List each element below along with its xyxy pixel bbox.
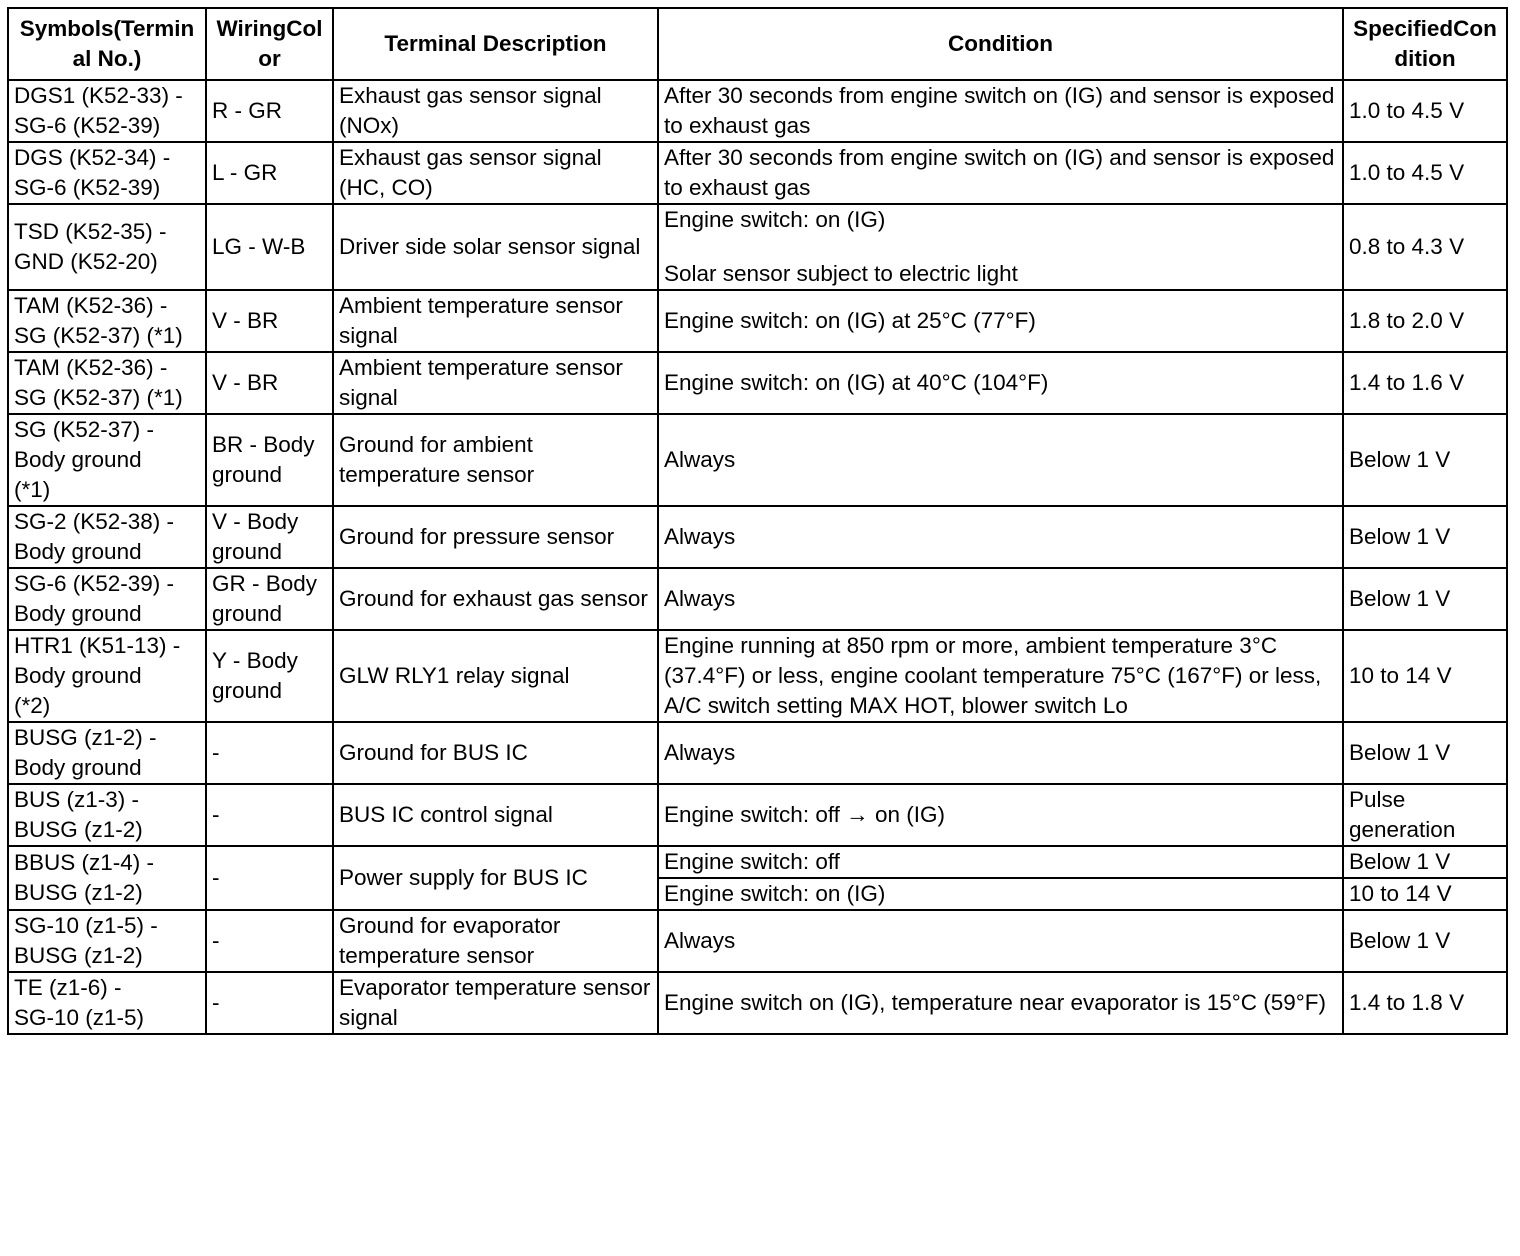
header-terminal-description xyxy=(333,8,658,80)
table-row xyxy=(8,290,1507,352)
specified-condition-cell: Below 1 V xyxy=(1343,506,1507,568)
condition-text: Engine switch: on (IG) xyxy=(664,207,886,232)
condition-cell: Engine switch: on (IG) xyxy=(658,878,1343,910)
table-row xyxy=(8,506,1507,568)
symbol-text: SG-2 (K52-38) - xyxy=(14,509,175,534)
wiring-color-cell: - xyxy=(206,972,333,1034)
symbol-text: TSD (K52-35) - xyxy=(14,219,167,244)
table-row xyxy=(8,352,1507,414)
specified-condition-cell: Below 1 V xyxy=(1343,910,1507,972)
table-row xyxy=(8,80,1507,142)
symbols-cell xyxy=(8,846,206,910)
table-row xyxy=(8,784,1507,846)
header-text: Condition xyxy=(948,31,1053,56)
table-row xyxy=(8,568,1507,630)
specified-condition-cell: Below 1 V xyxy=(1343,568,1507,630)
specified-condition-cell: 1.4 to 1.6 V xyxy=(1343,352,1507,414)
wiring-color-cell: BR - Body ground xyxy=(206,414,333,506)
specified-condition-cell: 1.4 to 1.8 V xyxy=(1343,972,1507,1034)
symbols-cell xyxy=(8,414,206,506)
terminal-description-cell: Ground for ambient temperature sensor xyxy=(333,414,658,506)
symbols-cell xyxy=(8,80,206,142)
table-body xyxy=(8,80,1507,1034)
symbol-text: DGS (K52-34) - xyxy=(14,145,171,170)
specified-condition-cell: 1.0 to 4.5 V xyxy=(1343,80,1507,142)
terminal-table xyxy=(7,7,1508,1035)
symbol-text: (*2) xyxy=(14,693,51,718)
symbols-cell xyxy=(8,506,206,568)
header-symbols xyxy=(8,8,206,80)
table-row xyxy=(8,972,1507,1034)
symbol-text: SG (K52-37) (*1) xyxy=(14,323,183,348)
table-row xyxy=(8,910,1507,972)
header-text: Condition xyxy=(1394,16,1497,71)
symbol-text: TE (z1-6) - xyxy=(14,975,122,1000)
wiring-color-cell: R - GR xyxy=(206,80,333,142)
specified-condition-cell: Pulse generation xyxy=(1343,784,1507,846)
terminal-description-cell: Ground for BUS IC xyxy=(333,722,658,784)
wiring-color-cell: GR - Body ground xyxy=(206,568,333,630)
symbols-cell xyxy=(8,142,206,204)
symbols-cell xyxy=(8,630,206,722)
condition-cell: After 30 seconds from engine switch on (IG) and sensor is exposed to exhaust gas xyxy=(658,142,1343,204)
table-row xyxy=(8,204,1507,290)
symbol-text: BUSG (z1-2) xyxy=(14,880,143,905)
table-row xyxy=(8,630,1507,722)
symbols-cell xyxy=(8,972,206,1034)
terminal-description-cell: BUS IC control signal xyxy=(333,784,658,846)
symbol-text: BUSG (z1-2) xyxy=(14,817,143,842)
header-text: Terminal Description xyxy=(384,31,607,56)
header-wiring-color xyxy=(206,8,333,80)
specified-condition-cell: Below 1 V xyxy=(1343,414,1507,506)
symbol-text: GND (K52-20) xyxy=(14,249,158,274)
symbol-text: SG-6 (K52-39) xyxy=(14,175,161,200)
symbols-cell xyxy=(8,290,206,352)
condition-text: Solar sensor subject to electric light xyxy=(664,261,1018,286)
table-row xyxy=(8,722,1507,784)
symbol-text: Body ground xyxy=(14,539,142,564)
symbol-text: BUSG (z1-2) - xyxy=(14,725,157,750)
header-text: (Terminal No.) xyxy=(72,16,195,71)
symbols-cell xyxy=(8,204,206,290)
symbol-text: SG-10 (z1-5) - xyxy=(14,913,158,938)
wiring-color-cell: Y - Body ground xyxy=(206,630,333,722)
symbol-text: Body ground xyxy=(14,663,142,688)
table-row xyxy=(8,142,1507,204)
terminal-description-cell: Ground for exhaust gas sensor xyxy=(333,568,658,630)
terminal-description-cell: Exhaust gas sensor signal (HC, CO) xyxy=(333,142,658,204)
condition-cell: Engine switch: on (IG) at 40°C (104°F) xyxy=(658,352,1343,414)
wiring-color-cell: - xyxy=(206,846,333,910)
specified-condition-cell: 10 to 14 V xyxy=(1343,630,1507,722)
condition-cell: Engine switch on (IG), temperature near evaporator is 15°C (59°F) xyxy=(658,972,1343,1034)
symbol-text: HTR1 (K51-13) - xyxy=(14,633,181,658)
condition-cell: Always xyxy=(658,722,1343,784)
condition-cell: Always xyxy=(658,568,1343,630)
terminal-description-cell: Evaporator temperature sensor signal xyxy=(333,972,658,1034)
specified-condition-cell: 1.0 to 4.5 V xyxy=(1343,142,1507,204)
terminal-description-cell: Ambient temperature sensor signal xyxy=(333,290,658,352)
symbol-text: DGS1 (K52-33) - xyxy=(14,83,183,108)
symbols-cell xyxy=(8,568,206,630)
terminal-description-cell: Ambient temperature sensor signal xyxy=(333,352,658,414)
terminal-description-cell: Ground for evaporator temperature sensor xyxy=(333,910,658,972)
specified-condition-cell: 1.8 to 2.0 V xyxy=(1343,290,1507,352)
terminal-description-cell: GLW RLY1 relay signal xyxy=(333,630,658,722)
symbol-text: SG (K52-37) (*1) xyxy=(14,385,183,410)
symbol-text: SG-6 (K52-39) xyxy=(14,113,161,138)
symbol-text: Body ground xyxy=(14,601,142,626)
symbol-text: SG (K52-37) - xyxy=(14,417,155,442)
wiring-color-cell: LG - W-B xyxy=(206,204,333,290)
specified-condition-cell: Below 1 V xyxy=(1343,846,1507,878)
terminal-description-cell: Ground for pressure sensor xyxy=(333,506,658,568)
symbol-text: BUS (z1-3) - xyxy=(14,787,140,812)
condition-cell: Always xyxy=(658,910,1343,972)
specified-condition-cell: Below 1 V xyxy=(1343,722,1507,784)
header-text: Symbols xyxy=(19,16,114,41)
specified-condition-cell: 0.8 to 4.3 V xyxy=(1343,204,1507,290)
condition-cell: After 30 seconds from engine switch on (IG) and sensor is exposed to exhaust gas xyxy=(658,80,1343,142)
header-text: Specified xyxy=(1353,16,1454,41)
symbol-text: (*1) xyxy=(14,477,51,502)
symbols-cell xyxy=(8,352,206,414)
condition-cell: Engine switch: off → on (IG) xyxy=(658,784,1343,846)
symbols-cell xyxy=(8,910,206,972)
wiring-color-cell: L - GR xyxy=(206,142,333,204)
symbols-cell xyxy=(8,722,206,784)
table-row xyxy=(8,414,1507,506)
condition-cell: Engine running at 850 rpm or more, ambient temperature 3°C (37.4°F) or less, engine coolant temperature 75°C (167°F) or less, A/C switch setting MAX HOT, blower switch Lo xyxy=(658,630,1343,722)
symbols-cell xyxy=(8,784,206,846)
wiring-color-cell: V - BR xyxy=(206,352,333,414)
specified-condition-cell: 10 to 14 V xyxy=(1343,878,1507,910)
wiring-color-cell: - xyxy=(206,722,333,784)
table-header xyxy=(8,8,1507,80)
symbol-text: BUSG (z1-2) xyxy=(14,943,143,968)
header-row xyxy=(8,8,1507,80)
terminal-description-cell: Exhaust gas sensor signal (NOx) xyxy=(333,80,658,142)
table-row xyxy=(8,846,1507,878)
symbol-text: SG-10 (z1-5) xyxy=(14,1005,145,1030)
symbol-text: TAM (K52-36) - xyxy=(14,355,168,380)
condition-cell: Engine switch: on (IG) at 25°C (77°F) xyxy=(658,290,1343,352)
terminal-description-cell: Power supply for BUS IC xyxy=(333,846,658,910)
header-text: Wiring xyxy=(216,16,287,41)
wiring-color-cell: V - Body ground xyxy=(206,506,333,568)
condition-cell: Engine switch: off xyxy=(658,846,1343,878)
wiring-color-cell: - xyxy=(206,910,333,972)
symbol-text: SG-6 (K52-39) - xyxy=(14,571,175,596)
terminal-description-cell: Driver side solar sensor signal xyxy=(333,204,658,290)
line-gap xyxy=(664,235,1337,259)
symbol-text: Body ground xyxy=(14,447,142,472)
wiring-color-cell: V - BR xyxy=(206,290,333,352)
symbol-text: BBUS (z1-4) - xyxy=(14,850,155,875)
wiring-color-cell: - xyxy=(206,784,333,846)
condition-cell: Always xyxy=(658,414,1343,506)
symbol-text: Body ground xyxy=(14,755,142,780)
header-text: Color xyxy=(258,16,323,71)
condition-cell: Always xyxy=(658,506,1343,568)
symbol-text: TAM (K52-36) - xyxy=(14,293,168,318)
condition-cell xyxy=(658,204,1343,290)
header-specified-condition xyxy=(1343,8,1507,80)
header-condition xyxy=(658,8,1343,80)
